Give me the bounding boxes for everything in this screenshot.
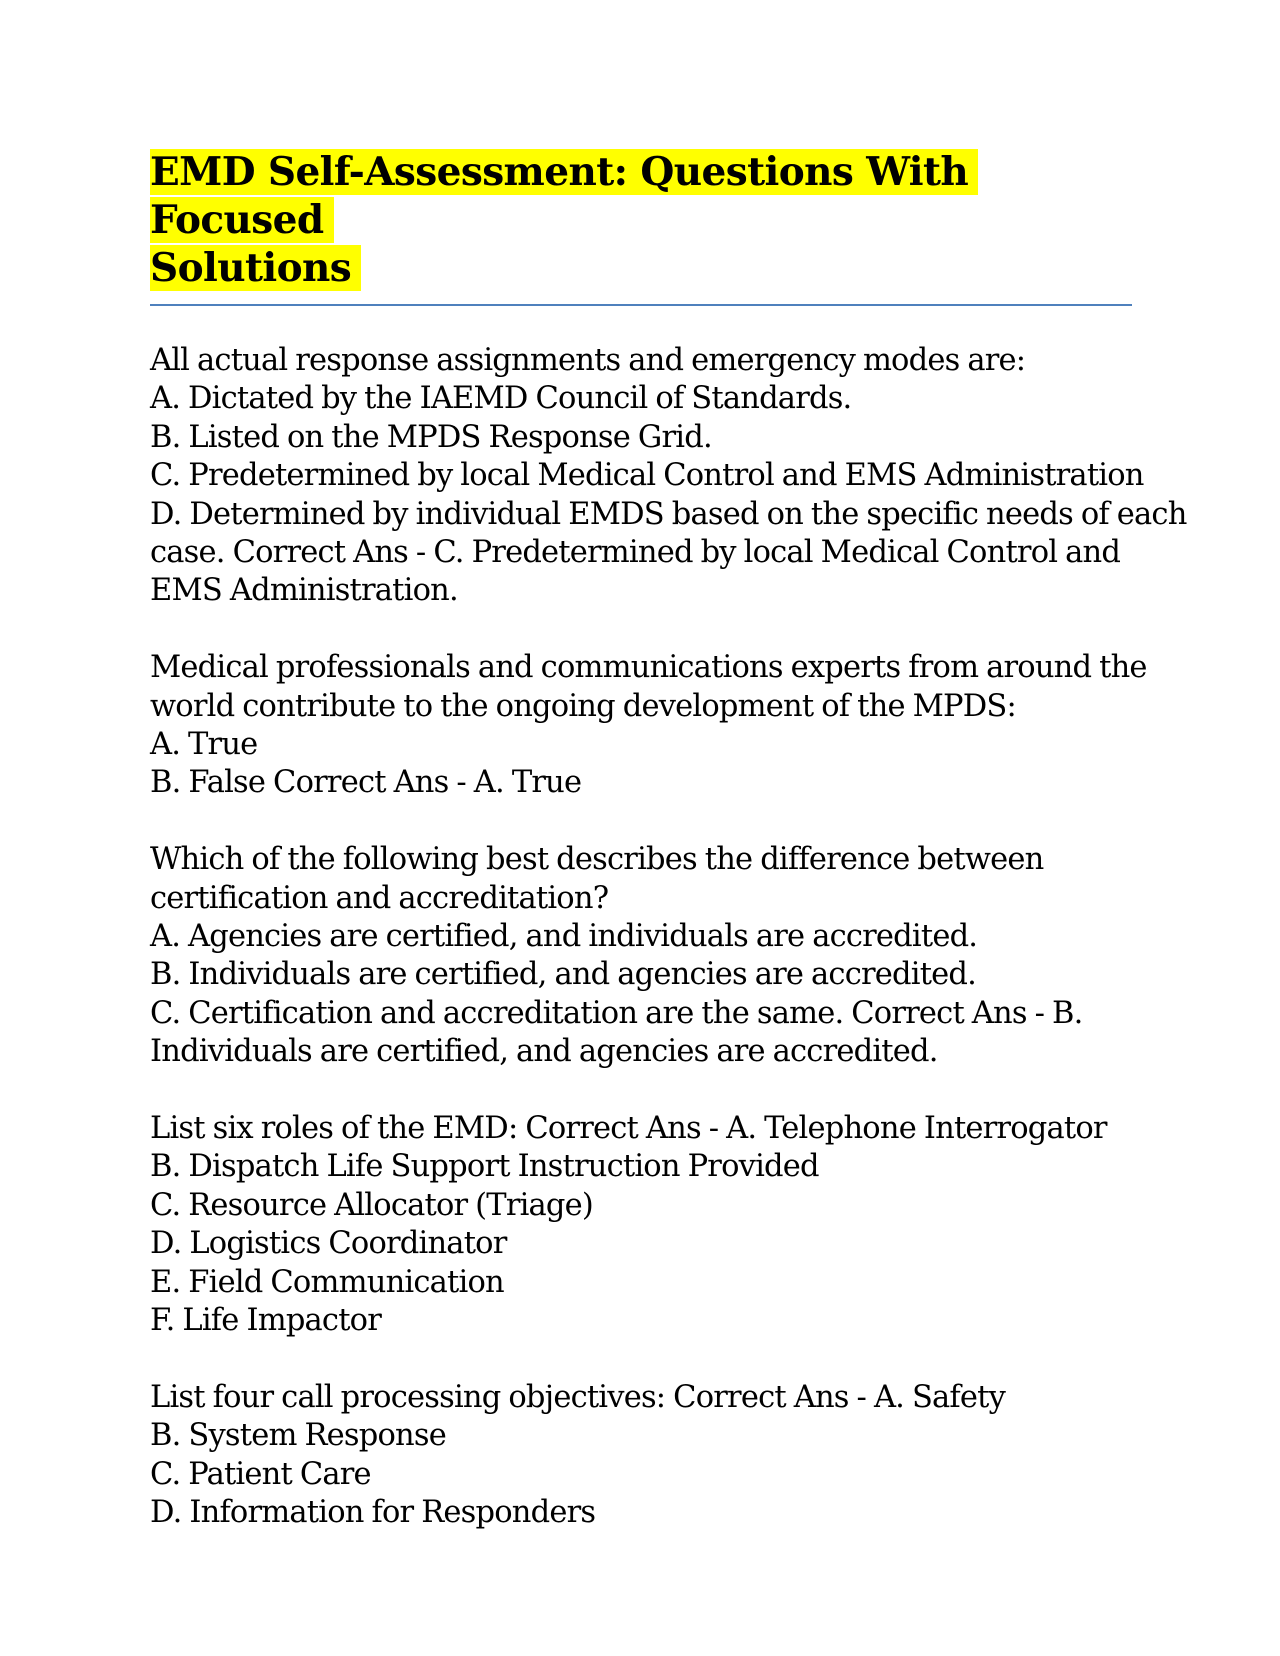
option-text: C. Certification and accreditation are the same.: [150, 995, 844, 1031]
question-text: List six roles of the EMD:: [150, 1111, 518, 1147]
option-text: B. Listed on the MPDS Response Grid.: [150, 419, 712, 455]
answer-separator: Correct Ans -: [224, 535, 434, 571]
answer-list-item: B. Dispatch Life Support Instruction Provided: [150, 1149, 819, 1185]
option-text: D. Determined by individual EMDS based on the specific needs of each: [150, 496, 1187, 532]
question-text: Which of the following best describes the difference between: [150, 842, 1044, 878]
option-text: B. Individuals are certified, and agencies are accredited.: [150, 957, 977, 993]
question-text: Medical professionals and communications experts from around the: [150, 650, 1147, 686]
option-text: A. Dictated by the IAEMD Council of Standards.: [150, 381, 852, 417]
answer-separator: Correct Ans -: [843, 995, 1053, 1031]
answer-text: Individuals are certified, and agencies are accredited.: [150, 1034, 938, 1070]
answer-text: A. Safety: [873, 1379, 1006, 1415]
option-text: C. Predetermined by local Medical Control and EMS Administration: [150, 458, 1144, 494]
title-underline-rule: [150, 304, 1132, 306]
question-text: world contribute to the ongoing development of the MPDS:: [150, 688, 1016, 724]
answer-list-item: B. System Response: [150, 1418, 447, 1454]
document-page: [150, 148, 1187, 1571]
answer-text: C. Predetermined by local Medical Control and: [433, 535, 1121, 571]
answer-separator: Correct Ans -: [517, 1111, 727, 1147]
answer-list-item: D. Information for Responders: [150, 1495, 596, 1531]
option-answer-line: [150, 995, 1132, 1033]
answer-list-item: D. Logistics Coordinator: [150, 1226, 507, 1262]
qa-block-1: [150, 342, 1187, 611]
option-answer-line: [150, 764, 1132, 802]
answer-text: A. True: [473, 765, 582, 801]
question-text: certification and accreditation?: [150, 880, 609, 916]
answer-text: A. Telephone Interrogator: [726, 1111, 1107, 1147]
document-body: [150, 342, 1187, 1533]
question-answer-line: [150, 1379, 1132, 1417]
question-text: List four call processing objectives:: [150, 1379, 666, 1415]
qa-block-4: [150, 1110, 1132, 1340]
answer-list-item: C. Resource Allocator (Triage): [150, 1187, 594, 1223]
qa-block-2: [150, 649, 1147, 803]
answer-separator: Correct Ans -: [665, 1379, 874, 1415]
answer-list-item: F. Life Impactor: [150, 1303, 382, 1339]
answer-text: B.: [1052, 995, 1083, 1031]
qa-block-5: [150, 1379, 1132, 1533]
option-text: A. True: [150, 727, 258, 763]
option-text: A. Agencies are certified, and individuals are accredited.: [150, 919, 978, 955]
question-text: All actual response assignments and emergency modes are:: [150, 343, 1026, 378]
title-highlight: EMD Self-Assessment: Questions With Focused Solutions: [150, 149, 978, 291]
option-text: case.: [150, 535, 225, 571]
answer-text: EMS Administration.: [150, 573, 458, 609]
option-text: B. False: [150, 765, 266, 801]
option-answer-line: [150, 534, 1132, 572]
question-answer-line: [150, 1110, 1132, 1148]
answer-list-item: C. Patient Care: [150, 1456, 371, 1492]
qa-block-3: [150, 841, 1132, 1071]
answer-separator: Correct Ans -: [265, 765, 474, 801]
answer-list-item: E. Field Communication: [150, 1264, 504, 1300]
document-title: [150, 148, 1132, 292]
